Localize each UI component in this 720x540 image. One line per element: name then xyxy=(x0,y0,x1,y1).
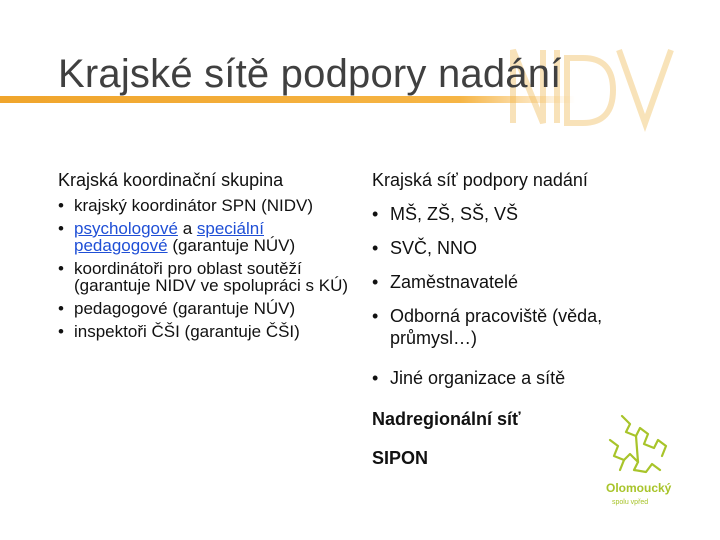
bullet-icon: • xyxy=(58,322,64,341)
bullet-icon: • xyxy=(372,204,379,224)
bullet-icon: • xyxy=(58,196,64,215)
right-heading: Krajská síť podpory nadání xyxy=(372,170,588,190)
list-item xyxy=(58,260,348,294)
bullet-icon: • xyxy=(58,299,64,318)
list-item xyxy=(58,323,348,340)
bullet-icon: • xyxy=(372,238,379,258)
special-pedagogues-link[interactable]: speciální pedagogové xyxy=(74,219,264,255)
right-list xyxy=(372,203,672,389)
region-logo-subtext: spolu vpřed xyxy=(612,499,649,506)
item-text: a xyxy=(177,219,197,238)
left-list xyxy=(58,197,348,340)
title-underline xyxy=(0,96,575,103)
list-item xyxy=(372,237,672,259)
region-logo-text: Olomoucký xyxy=(606,481,672,495)
item-text: koordinátoři pro oblast soutěží (garantuje NIDV ve spolupráci s KÚ) xyxy=(74,259,349,295)
left-heading: Krajská koordinační skupina xyxy=(58,170,284,190)
bullet-icon: • xyxy=(372,306,379,326)
sipon-heading: SIPON xyxy=(372,448,429,468)
item-text: krajský koordinátor SPN (NIDV) xyxy=(74,196,314,215)
item-text: Jiné organizace a sítě xyxy=(390,368,566,388)
list-item xyxy=(58,197,348,214)
psychologists-link[interactable]: psychologové xyxy=(74,219,178,238)
list-item xyxy=(58,220,348,254)
list-item xyxy=(372,305,672,349)
list-item xyxy=(372,271,672,293)
list-item xyxy=(372,367,672,389)
bullet-icon: • xyxy=(58,219,64,238)
list-item xyxy=(58,300,348,317)
item-text: (garantuje NÚV) xyxy=(167,236,296,255)
bullet-icon: • xyxy=(372,368,379,388)
item-text: pedagogové (garantuje NÚV) xyxy=(74,299,296,318)
list-item xyxy=(372,203,672,225)
olomoucky-region-logo xyxy=(600,410,678,518)
nadregional-heading: Nadregionální síť xyxy=(372,409,521,429)
item-text: Odborná pracoviště (věda, průmysl…) xyxy=(390,306,603,348)
left-column xyxy=(58,170,348,340)
item-text: MŠ, ZŠ, SŠ, VŠ xyxy=(390,204,519,224)
item-text: Zaměstnavatelé xyxy=(390,272,519,292)
page-title: Krajské sítě podpory nadání xyxy=(58,52,562,96)
bullet-icon: • xyxy=(58,259,64,278)
item-text: inspektoři ČŠI (garantuje ČŠI) xyxy=(74,322,300,341)
item-text: SVČ, NNO xyxy=(390,238,478,258)
bullet-icon: • xyxy=(372,272,379,292)
